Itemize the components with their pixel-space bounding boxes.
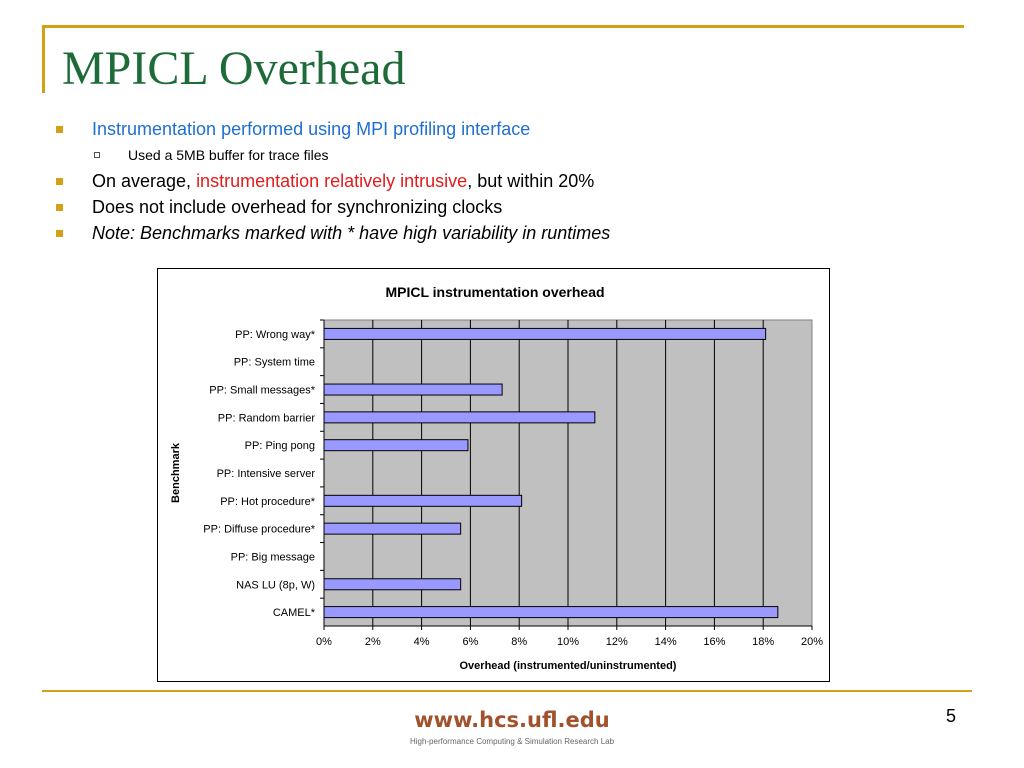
y-tick-label: PP: System time xyxy=(233,356,315,369)
bullet-item xyxy=(56,116,956,142)
x-tick-label: 20% xyxy=(800,636,824,648)
square-bullet-icon xyxy=(56,178,63,185)
y-tick-label: PP: Ping pong xyxy=(244,440,315,453)
y-tick-label: NAS LU (8p, W) xyxy=(236,579,315,592)
x-tick-label: 18% xyxy=(752,636,775,648)
page-number: 5 xyxy=(946,706,957,726)
square-bullet-icon xyxy=(56,230,63,237)
y-tick-label: PP: Wrong way* xyxy=(235,328,315,341)
sub-bullet-text: Used a 5MB buffer for trace files xyxy=(128,147,329,163)
sub-bullet-item xyxy=(56,142,956,168)
bar-chart xyxy=(158,269,831,683)
y-tick-label: PP: Hot procedure* xyxy=(220,495,315,508)
bullet-text-highlight: instrumentation relatively intrusive xyxy=(196,171,468,191)
bar xyxy=(324,607,778,618)
square-bullet-icon xyxy=(56,126,63,133)
bar xyxy=(324,440,468,451)
bar xyxy=(324,523,461,534)
x-tick-label: 14% xyxy=(654,636,677,648)
top-rule xyxy=(42,25,964,28)
x-tick-label: 8% xyxy=(511,636,528,648)
x-tick-label: 16% xyxy=(703,636,726,648)
bullet-text: Instrumentation performed using MPI profiling interface xyxy=(92,119,531,139)
bullet-text-pre: On average, xyxy=(92,171,197,191)
chart-title: MPICL instrumentation overhead xyxy=(385,284,605,300)
chart-container xyxy=(157,268,830,682)
bar xyxy=(324,384,502,395)
y-tick-label: PP: Diffuse procedure* xyxy=(203,523,315,536)
footer-url: www.hcs.ufl.edu xyxy=(414,708,610,732)
bullet-text: Note: Benchmarks marked with * have high variability in runtimes xyxy=(92,223,611,243)
slide-title: MPICL Overhead xyxy=(62,42,406,95)
x-tick-label: 12% xyxy=(605,636,628,648)
x-axis-label: Overhead (instrumented/uninstrumented) xyxy=(459,660,677,672)
x-tick-label: 2% xyxy=(364,636,381,648)
bar xyxy=(324,328,766,339)
bottom-rule xyxy=(42,690,972,692)
bullet-item xyxy=(56,220,956,246)
bullet-text: Does not include overhead for synchronizing clocks xyxy=(92,197,503,217)
y-tick-label: PP: Random barrier xyxy=(217,412,315,425)
x-tick-label: 10% xyxy=(556,636,580,648)
plot-area xyxy=(203,320,823,648)
y-axis-label: Benchmark xyxy=(170,443,182,503)
bullet-text xyxy=(92,168,594,194)
footer-lab-name: High-performance Computing & Simulation Research Lab xyxy=(409,737,615,746)
y-tick-label: CAMEL* xyxy=(272,607,315,620)
x-tick-label: 0% xyxy=(316,636,332,648)
bar xyxy=(324,579,461,590)
square-bullet-icon xyxy=(56,204,63,211)
side-rule xyxy=(42,25,45,93)
bar xyxy=(324,412,595,423)
y-tick-label: PP: Small messages* xyxy=(209,384,315,397)
y-tick-label: PP: Big message xyxy=(230,551,315,564)
bullet-list xyxy=(56,116,956,246)
x-tick-label: 6% xyxy=(462,636,479,648)
hollow-square-bullet-icon xyxy=(94,152,100,158)
bar xyxy=(324,495,522,506)
y-tick-label: PP: Intensive server xyxy=(216,468,315,480)
x-tick-label: 4% xyxy=(413,636,430,648)
bullet-text-post: , but within 20% xyxy=(467,171,595,191)
bullet-item xyxy=(56,194,956,220)
bullet-item xyxy=(56,168,956,194)
